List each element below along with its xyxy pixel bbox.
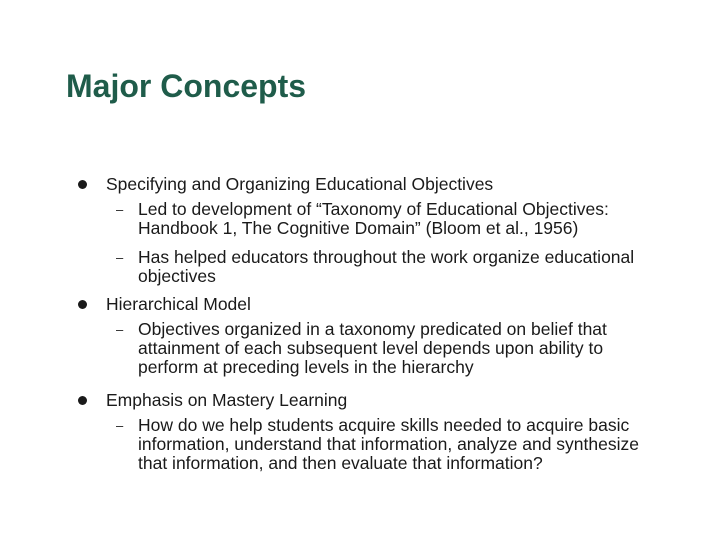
sub-bullet-line: objectives <box>138 266 216 286</box>
sub-bullet-line: information, understand that information, analyze and synthesize <box>138 434 639 454</box>
dash-icon: – <box>116 322 124 337</box>
sub-bullet-line: perform at preceding levels in the hierarchy <box>138 357 474 377</box>
sub-bullet-text <box>138 416 678 473</box>
sub-bullet-line: How do we help students acquire skills needed to acquire basic <box>138 415 630 435</box>
bullet-dot-icon <box>78 396 87 405</box>
sub-bullet-line: attainment of each subsequent level depends upon ability to <box>138 338 604 358</box>
sub-bullet-line: Has helped educators throughout the work organize educational <box>138 247 635 267</box>
sub-bullet-line: Handbook 1, The Cognitive Domain” (Bloom et al., 1956) <box>138 218 579 238</box>
sub-bullet-line: Objectives organized in a taxonomy predicated on belief that <box>138 319 607 339</box>
sub-bullet-text <box>138 248 678 286</box>
dash-icon: – <box>116 250 124 265</box>
dash-icon: – <box>116 418 124 433</box>
slide-title: Major Concepts <box>66 68 307 104</box>
bullet-text: Specifying and Organizing Educational Objectives <box>106 174 494 194</box>
sub-bullet-line: Led to development of “Taxonomy of Educational Objectives: <box>138 199 609 219</box>
bullet-text: Hierarchical Model <box>106 294 251 314</box>
sub-bullet-line: that information, and then evaluate that information? <box>138 453 543 473</box>
bullet-dot-icon <box>78 180 87 189</box>
bullet-dot-icon <box>78 300 87 309</box>
bullet-text: Emphasis on Mastery Learning <box>106 390 348 410</box>
dash-icon: – <box>116 202 124 217</box>
sub-bullet-text <box>138 200 678 238</box>
sub-bullet-text <box>138 320 678 377</box>
